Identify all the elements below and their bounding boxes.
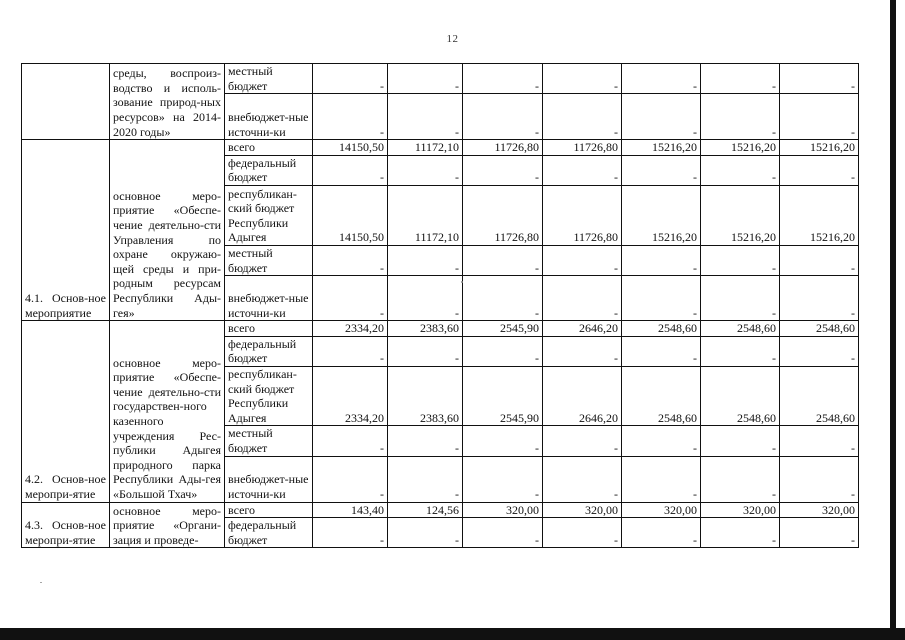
amount-cell: 2548,60 [622,366,701,425]
amount-cell: 2383,60 [388,366,463,425]
table-row [22,140,859,156]
amount-cell: 2548,60 [622,321,701,337]
amount-cell: - [622,94,701,140]
amount-cell: - [388,94,463,140]
amount-cell: - [701,336,780,366]
amount-cell: 320,00 [622,502,701,518]
budget-table-body [22,64,859,548]
amount-cell: - [622,64,701,94]
amount-cell: 124,56 [388,502,463,518]
amount-cell: - [313,94,388,140]
funding-source-cell: всего [225,502,313,518]
amount-cell: 15216,20 [780,140,859,156]
amount-cell: - [463,245,543,275]
amount-cell: 143,40 [313,502,388,518]
amount-cell: 2334,20 [313,366,388,425]
amount-cell: - [701,245,780,275]
scan-speck [461,281,463,283]
amount-cell: - [463,456,543,502]
amount-cell: 14150,50 [313,185,388,245]
amount-cell: - [780,456,859,502]
amount-cell: - [701,155,780,185]
amount-cell: - [463,426,543,456]
amount-cell: - [388,64,463,94]
amount-cell: - [388,276,463,321]
measure-label-4-1: 4.1. Основ-ное мероприятие [22,140,110,321]
amount-cell: - [780,64,859,94]
amount-cell: 11726,80 [463,140,543,156]
funding-source-cell: федеральный бюджет [225,336,313,366]
amount-cell: - [388,518,463,548]
amount-cell: - [701,276,780,321]
amount-cell: - [622,456,701,502]
scan-speck [40,582,42,583]
amount-cell: - [463,336,543,366]
funding-source-cell: всего [225,140,313,156]
amount-cell: - [388,245,463,275]
amount-cell: - [313,426,388,456]
amount-cell: - [543,518,622,548]
amount-cell: 11726,80 [543,140,622,156]
funding-source-cell: федеральный бюджет [225,518,313,548]
amount-cell: - [780,155,859,185]
amount-cell: - [701,456,780,502]
funding-source-cell: федеральный бюджет [225,155,313,185]
amount-cell: 2646,20 [543,321,622,337]
table-row [22,321,859,337]
amount-cell: 2545,90 [463,321,543,337]
amount-cell: - [543,245,622,275]
funding-source-cell: внебюджет-ные источни-ки [225,276,313,321]
amount-cell: 11726,80 [463,185,543,245]
funding-source-cell: республикан-ский бюджет Республики Адыгея [225,185,313,245]
amount-cell: - [388,426,463,456]
amount-cell: - [780,245,859,275]
amount-cell: - [543,336,622,366]
page-number: 12 [446,33,459,45]
amount-cell: - [463,64,543,94]
amount-cell: - [543,456,622,502]
amount-cell: - [313,64,388,94]
amount-cell: - [622,426,701,456]
amount-cell: - [780,94,859,140]
funding-source-cell: республикан-ский бюджет Республики Адыгея [225,366,313,425]
amount-cell: - [780,276,859,321]
amount-cell: - [313,456,388,502]
amount-cell: - [313,276,388,321]
amount-cell: 14150,50 [313,140,388,156]
amount-cell: 15216,20 [701,140,780,156]
amount-cell: - [463,276,543,321]
amount-cell: - [388,336,463,366]
amount-cell: 320,00 [543,502,622,518]
scan-bottom-edge [0,628,905,640]
amount-cell: 11172,10 [388,140,463,156]
amount-cell: - [701,94,780,140]
amount-cell: - [780,426,859,456]
amount-cell: 320,00 [701,502,780,518]
measure-description-4-1: основное меро-приятие «Обеспе-чение деятельно-сти Управления по охране окружаю-щей среды и при-родным ресурсам Республики Ады-гея» [110,140,225,321]
table-row [22,502,859,518]
amount-cell: 320,00 [463,502,543,518]
amount-cell: 2548,60 [701,366,780,425]
amount-cell: - [313,518,388,548]
amount-cell: - [313,155,388,185]
amount-cell: - [313,245,388,275]
funding-source-cell: местный бюджет [225,245,313,275]
amount-cell: - [622,276,701,321]
amount-cell: 2646,20 [543,366,622,425]
amount-cell: - [543,426,622,456]
amount-cell: - [780,518,859,548]
amount-cell: - [543,155,622,185]
amount-cell: 320,00 [780,502,859,518]
amount-cell: - [701,518,780,548]
amount-cell: 15216,20 [622,140,701,156]
scan-right-edge [890,0,896,640]
amount-cell: - [701,64,780,94]
amount-cell: 15216,20 [780,185,859,245]
measure-label-continued [22,64,110,140]
amount-cell: - [463,155,543,185]
amount-cell: - [313,336,388,366]
amount-cell: - [780,336,859,366]
amount-cell: - [622,518,701,548]
amount-cell: - [622,336,701,366]
funding-source-cell: местный бюджет [225,64,313,94]
amount-cell: 2383,60 [388,321,463,337]
amount-cell: 11172,10 [388,185,463,245]
table-row [22,64,859,94]
amount-cell: - [463,94,543,140]
amount-cell: 15216,20 [701,185,780,245]
funding-source-cell: местный бюджет [225,426,313,456]
measure-label-4-2: 4.2. Основ-ное меропри-ятие [22,321,110,502]
amount-cell: - [463,518,543,548]
amount-cell: 2545,90 [463,366,543,425]
funding-source-cell: внебюджет-ные источни-ки [225,456,313,502]
amount-cell: - [701,426,780,456]
measure-description-4-3: основное меро-приятие «Органи-зация и проведе- [110,502,225,548]
funding-source-cell: всего [225,321,313,337]
amount-cell: - [543,64,622,94]
amount-cell: - [543,94,622,140]
amount-cell: 15216,20 [622,185,701,245]
amount-cell: - [388,456,463,502]
measure-description-4-2: основное меро-приятие «Обеспе-чение деятельно-сти государствен-ного казенного учреждения Рес-публики Адыгея природного парка Республики Ады-гея «Большой Тхач» [110,321,225,502]
amount-cell: - [622,245,701,275]
amount-cell: - [388,155,463,185]
funding-source-cell: внебюджет-ные источни-ки [225,94,313,140]
amount-cell: - [622,155,701,185]
amount-cell: 2548,60 [780,366,859,425]
amount-cell: - [543,276,622,321]
budget-table [21,63,859,548]
amount-cell: 2548,60 [701,321,780,337]
measure-description-continued: среды, воспроиз-водство и исполь-зование природ-ных ресурсов» на 2014-2020 годы» [110,64,225,140]
amount-cell: 11726,80 [543,185,622,245]
measure-label-4-3: 4.3. Основ-ное меропри-ятие [22,502,110,548]
amount-cell: 2334,20 [313,321,388,337]
amount-cell: 2548,60 [780,321,859,337]
